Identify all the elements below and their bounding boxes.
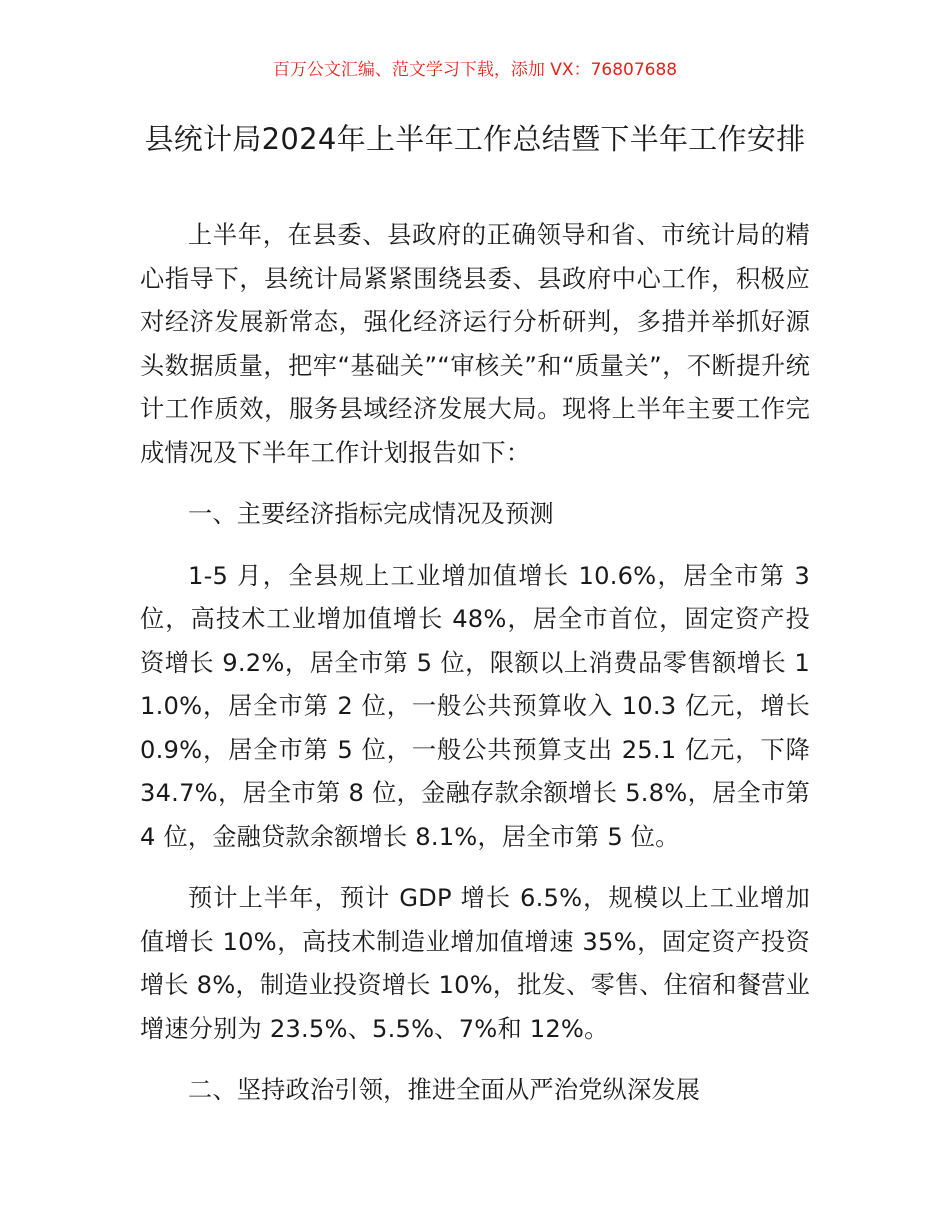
- section-heading-2: 二、坚持政治引领，推进全面从严治党纵深发展: [188, 1076, 701, 1104]
- paragraph-intro: 上半年，在县委、县政府的正确领导和省、市统计局的精心指导下，县统计局紧紧围绕县委、县政府中心工作，积极应对经济发展新常态，强化经济运行分析研判，多措并举抓好源头数据质量，把牢“基础关”“审核关”和“质量关”，不断提升统计工作质效，服务县域经济发展大局。现将上半年主要工作完成情况及下半年工作计划报告如下：: [140, 221, 810, 467]
- document-title: 县统计局2024年上半年工作总结暨下半年工作安排: [144, 122, 806, 156]
- watermark-header: 百万公文汇编、范文学习下载，添加 VX：76807688: [272, 60, 678, 80]
- paragraph-indicators: 1-5 月，全县规上工业增加值增长 10.6%，居全市第 3 位，高技术工业增加值增长 48%，居全市首位，固定资产投资增长 9.2%，居全市第 5 位，限额以上消费品零售额增长 11.0%，居全市第 2 位，一般公共预算收入 10.3 亿元，增长 0.9%，居全市第 5 位，一般公共预算支出 25.1 亿元，下降 34.7%，居全市第 8 位，金融存款余额增长 5.8%，居全市第 4 位，金融贷款余额增长 8.1%，居全市第 5 位。: [140, 561, 810, 851]
- section-heading-1: 一、主要经济指标完成情况及预测: [188, 500, 554, 528]
- paragraph-forecast: 预计上半年，预计 GDP 增长 6.5%，规模以上工业增加值增长 10%，高技术制造业增加值增速 35%，固定资产投资增长 8%，制造业投资增长 10%，批发、零售、住宿和餐营业增速分别为 23.5%、5.5%、7%和 12%。: [140, 884, 810, 1043]
- document-body: [140, 214, 810, 1113]
